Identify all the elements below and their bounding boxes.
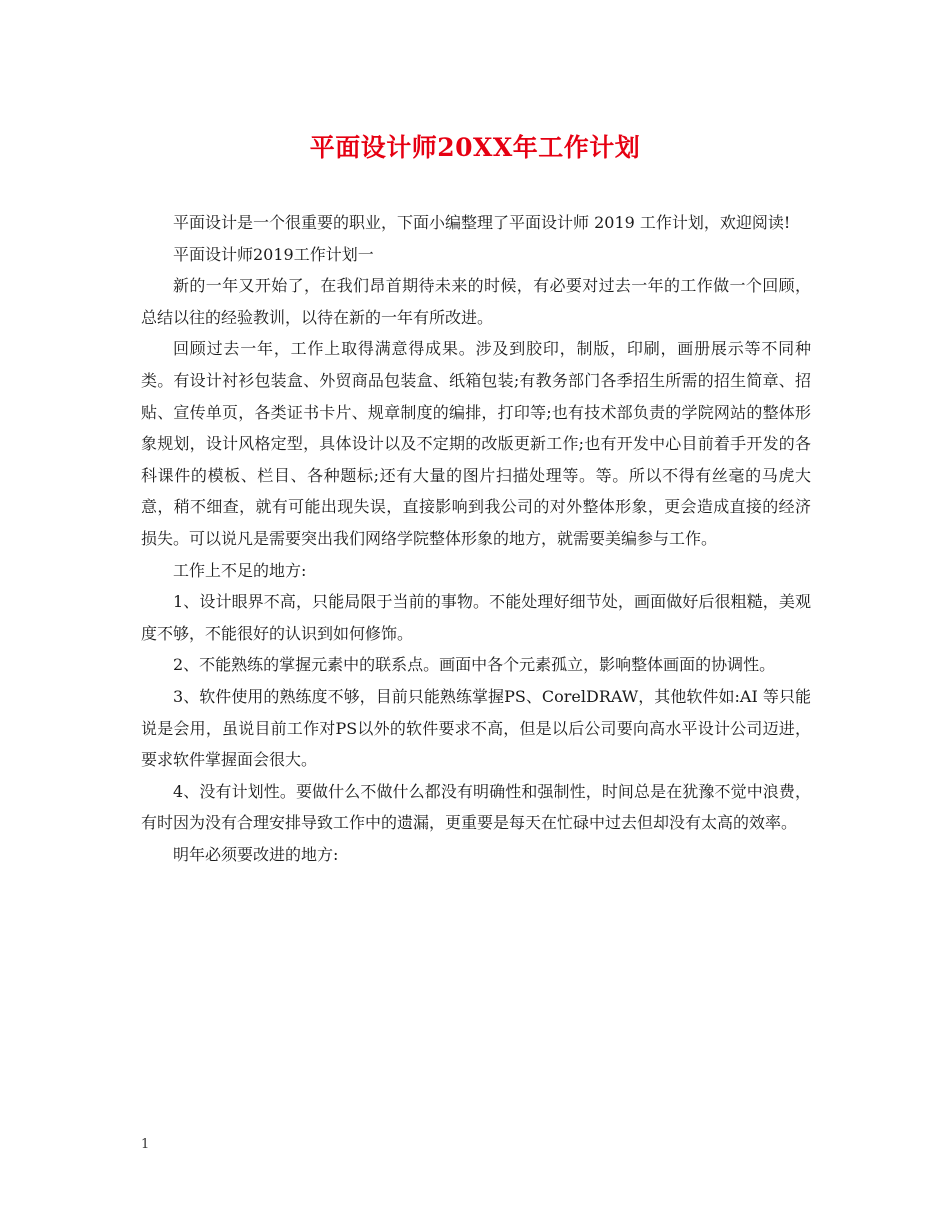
paragraph-shortcoming-3: 3、软件使用的熟练度不够，目前只能熟练掌握PS、CorelDRAW，其他软件如:AI 等只能说是会用，虽说目前工作对PS以外的软件要求不高，但是以后公司要向高水平设计公司迈进，要求软件掌握面会很大。 (141, 686, 811, 770)
paragraph-intro: 平面设计是一个很重要的职业，下面小编整理了平面设计师 2019 工作计划，欢迎阅读! (173, 213, 791, 232)
document-title: 平面设计师20XX年工作计划 (309, 133, 641, 162)
paragraph-shortcoming-2: 2、不能熟练的掌握元素中的联系点。画面中各个元素孤立，影响整体画面的协调性。 (173, 655, 776, 675)
paragraph-improvements-heading: 明年必须要改进的地方: (173, 844, 339, 864)
paragraph-review: 回顾过去一年，工作上取得满意得成果。涉及到胶印，制版，印刷，画册展示等不同种类。有设计衬衫包装盒、外贸商品包装盒、纸箱包装;有教务部门各季招生所需的招生简章、招贴、宣传单页，各类证书卡片、规章制度的编排，打印等;也有技术部负责的学院网站的整体形象规划，设计风格定型，具体设计以及不定期的改版更新工作;也有开发中心目前着手开发的各科课件的模板、栏目、各种题标;还有大量的图片扫描处理等。等。所以不得有丝毫的马虎大意，稍不细查，就有可能出现失误，直接影响到我公司的对外整体形象，更会造成直接的经济损失。可以说凡是需要突出我们网络学院整体形象的地方，就需要美编参与工作。 (141, 339, 811, 548)
document-body (141, 207, 811, 870)
paragraph-section-heading: 平面设计师2019工作计划一 (173, 244, 374, 264)
paragraph-shortcoming-4: 4、没有计划性。要做什么不做什么都没有明确性和强制性，时间总是在犹豫不觉中浪费，有时因为没有合理安排导致工作中的遗漏，更重要是每天在忙碌中过去但却没有太高的效率。 (141, 781, 811, 833)
page-number: 1 (141, 1137, 150, 1152)
paragraph-new-year: 新的一年又开始了，在我们昂首期待未来的时候，有必要对过去一年的工作做一个回顾，总结以往的经验教训，以待在新的一年有所改进。 (141, 276, 811, 327)
paragraph-shortcoming-1: 1、设计眼界不高，只能局限于当前的事物。不能处理好细节处，画面做好后很粗糙，美观度不够，不能很好的认识到如何修饰。 (141, 592, 811, 643)
paragraph-shortcomings-heading: 工作上不足的地方: (173, 560, 307, 580)
